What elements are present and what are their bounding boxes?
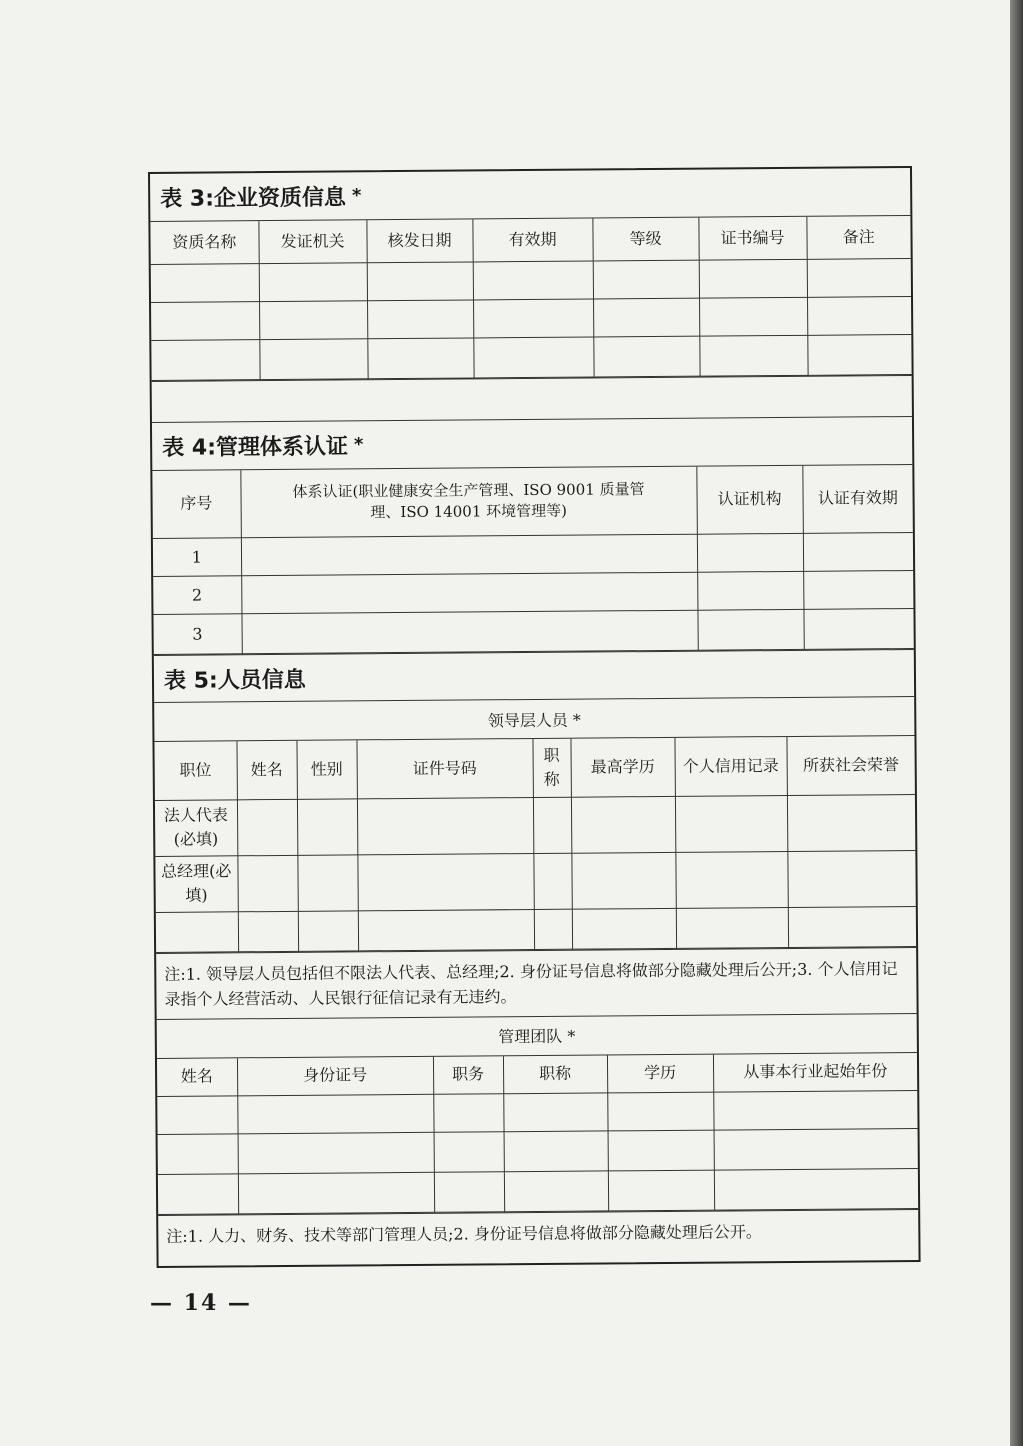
table-row: [158, 1129, 918, 1175]
form-frame: [148, 166, 921, 1268]
table-cell[interactable]: [259, 300, 367, 339]
table-cell[interactable]: [571, 796, 675, 853]
table-cell[interactable]: [158, 1134, 238, 1175]
table-cell[interactable]: [357, 797, 533, 854]
table-cell[interactable]: [238, 911, 298, 951]
qualification-table: [150, 216, 911, 380]
header-cell: 资质名称: [150, 221, 258, 264]
spacer-row: [152, 375, 912, 423]
header-cell: 证件号码: [356, 739, 532, 798]
header-cell: 职称: [503, 1055, 607, 1094]
table-cell[interactable]: [676, 907, 788, 948]
table-cell[interactable]: [807, 334, 911, 375]
table-cell[interactable]: [533, 853, 571, 909]
management-note: 注:1. 人力、财务、技术等部门管理人员;2. 身份证号信息将做部分隐藏处理后公开。: [158, 1209, 918, 1258]
table-cell[interactable]: [675, 851, 787, 908]
table-cell[interactable]: [713, 1091, 917, 1131]
table-row: [157, 1091, 917, 1135]
table-header-row: [152, 465, 913, 539]
header-cell: 学历: [607, 1054, 713, 1093]
row-number: 3: [153, 614, 241, 655]
table-cell[interactable]: [241, 572, 697, 614]
table-header-row: [157, 1053, 917, 1097]
header-cell: 个人信用记录: [674, 737, 786, 796]
required-star: *: [353, 433, 364, 455]
header-cell: 最高学历: [570, 738, 674, 797]
header-cell: 从事本行业起始年份: [713, 1053, 917, 1093]
table-cell[interactable]: [803, 571, 913, 610]
header-cell: 等级: [592, 218, 698, 261]
leadership-subtitle: 领导层人员 *: [154, 697, 914, 742]
table-cell[interactable]: [534, 909, 572, 949]
table-cell[interactable]: [593, 298, 699, 337]
table5-title: [154, 649, 914, 703]
table-cell[interactable]: [788, 906, 916, 947]
table-cell[interactable]: [572, 908, 676, 949]
header-cell: 证书编号: [698, 217, 806, 260]
table-cell[interactable]: [533, 797, 571, 853]
table-cell[interactable]: [608, 1170, 714, 1211]
table-row: [155, 794, 915, 856]
table-row: [151, 296, 911, 340]
table-cell[interactable]: [803, 609, 913, 650]
table-cell[interactable]: [157, 1096, 237, 1135]
table-cell[interactable]: [714, 1129, 918, 1171]
management-subtitle: 管理团队 *: [157, 1014, 917, 1059]
header-cell: 姓名: [236, 741, 296, 799]
table-cell[interactable]: [158, 1174, 238, 1215]
header-cell: 职位: [154, 741, 236, 800]
header-cell: 序号: [152, 470, 241, 539]
table-header-row: [154, 736, 914, 800]
header-cell: 认证机构: [696, 465, 803, 534]
table-row: [151, 258, 911, 302]
table-cell[interactable]: [607, 1092, 713, 1131]
table-row: [155, 850, 915, 912]
table-cell[interactable]: [593, 260, 699, 299]
table-cell[interactable]: [803, 533, 913, 572]
table-row: [153, 571, 913, 615]
table-row: [151, 334, 911, 380]
certification-table: [152, 465, 913, 655]
table4-title-text: 表 4:管理体系认证: [162, 433, 349, 461]
table-cell[interactable]: [504, 1171, 608, 1212]
table-row: [156, 906, 916, 952]
table-row: [153, 609, 913, 655]
table-cell[interactable]: [434, 1172, 504, 1213]
table-cell[interactable]: [675, 795, 787, 852]
table-cell[interactable]: [297, 798, 357, 854]
table-cell[interactable]: [697, 571, 803, 610]
table-cell[interactable]: [473, 337, 593, 378]
row-number: 1: [153, 538, 241, 577]
table-cell[interactable]: [697, 533, 803, 572]
position-label: 法人代表(必填): [155, 799, 237, 856]
header-cell: 职称: [532, 739, 570, 797]
table-cell[interactable]: [237, 855, 297, 911]
header-cell: 核发日期: [366, 219, 472, 262]
table-cell[interactable]: [699, 297, 807, 336]
table-cell[interactable]: [593, 336, 699, 377]
table-cell[interactable]: [156, 911, 238, 952]
table5-title-text: 表 5:人员信息: [163, 667, 306, 694]
table-header-row: [150, 216, 910, 264]
header-cell: 发证机关: [258, 220, 366, 263]
table-cell[interactable]: [433, 1094, 503, 1133]
header-cell: 职务: [433, 1056, 503, 1095]
table-row: [153, 533, 913, 577]
table-cell[interactable]: [151, 263, 259, 302]
table-cell[interactable]: [298, 910, 358, 950]
page-number: — 14 —: [150, 1290, 252, 1316]
management-table: [157, 1053, 918, 1215]
position-label: 总经理(必填): [155, 855, 237, 912]
header-cell: 性别: [296, 740, 356, 798]
table4-title: [152, 417, 912, 471]
table-cell[interactable]: [367, 261, 473, 300]
leadership-table: [154, 736, 916, 952]
table-cell[interactable]: [241, 610, 697, 654]
table-cell[interactable]: [259, 338, 367, 379]
table-cell[interactable]: [259, 262, 367, 301]
table-cell[interactable]: [357, 853, 533, 910]
table-cell[interactable]: [237, 799, 297, 855]
leadership-note: 注:1. 领导层人员包括但不限法人代表、总经理;2. 身份证号信息将做部分隐藏处理后公开;3. 个人信用记录指个人经营活动、人民银行征信记录有无违约。: [156, 946, 917, 1019]
table-cell[interactable]: [473, 261, 593, 300]
header-cell: 有效期: [472, 219, 592, 262]
table-cell[interactable]: [504, 1131, 608, 1172]
table-cell[interactable]: [787, 794, 915, 851]
row-number: 2: [153, 576, 241, 615]
table-cell[interactable]: [367, 299, 473, 338]
table-cell[interactable]: [697, 609, 803, 650]
table-cell[interactable]: [297, 854, 357, 910]
table-row: [158, 1169, 918, 1215]
header-cell: 备注: [806, 216, 910, 259]
table-cell[interactable]: [503, 1093, 607, 1132]
table-cell[interactable]: [473, 299, 593, 338]
table-cell[interactable]: [608, 1130, 714, 1171]
table-cell[interactable]: [807, 296, 911, 335]
header-cell: 身份证号: [237, 1056, 433, 1096]
table-cell[interactable]: [787, 850, 915, 907]
table-cell[interactable]: [241, 534, 697, 576]
table3-title: [150, 168, 910, 222]
header-cell: 体系认证(职业健康安全生产管理、ISO 9001 质量管理、ISO 14001 环境管理等): [240, 466, 697, 538]
header-cell: 姓名: [157, 1058, 237, 1097]
table-cell[interactable]: [238, 1132, 434, 1174]
table-cell[interactable]: [434, 1132, 504, 1173]
table-cell[interactable]: [367, 337, 473, 378]
table-cell[interactable]: [151, 339, 259, 380]
table-cell[interactable]: [571, 852, 675, 909]
header-cell: 所获社会荣誉: [786, 736, 914, 795]
table-cell[interactable]: [699, 335, 807, 376]
required-star: *: [351, 185, 362, 207]
table-cell[interactable]: [699, 259, 807, 298]
table-cell[interactable]: [358, 909, 534, 950]
book-spine-edge: [1010, 0, 1023, 1446]
table-cell[interactable]: [238, 1172, 434, 1214]
table-cell[interactable]: [807, 258, 911, 297]
table-cell[interactable]: [714, 1169, 918, 1211]
table-cell[interactable]: [237, 1094, 433, 1134]
table3-title-text: 表 3:企业资质信息: [160, 185, 347, 212]
header-cell: 认证有效期: [802, 465, 913, 534]
table-cell[interactable]: [151, 301, 259, 340]
